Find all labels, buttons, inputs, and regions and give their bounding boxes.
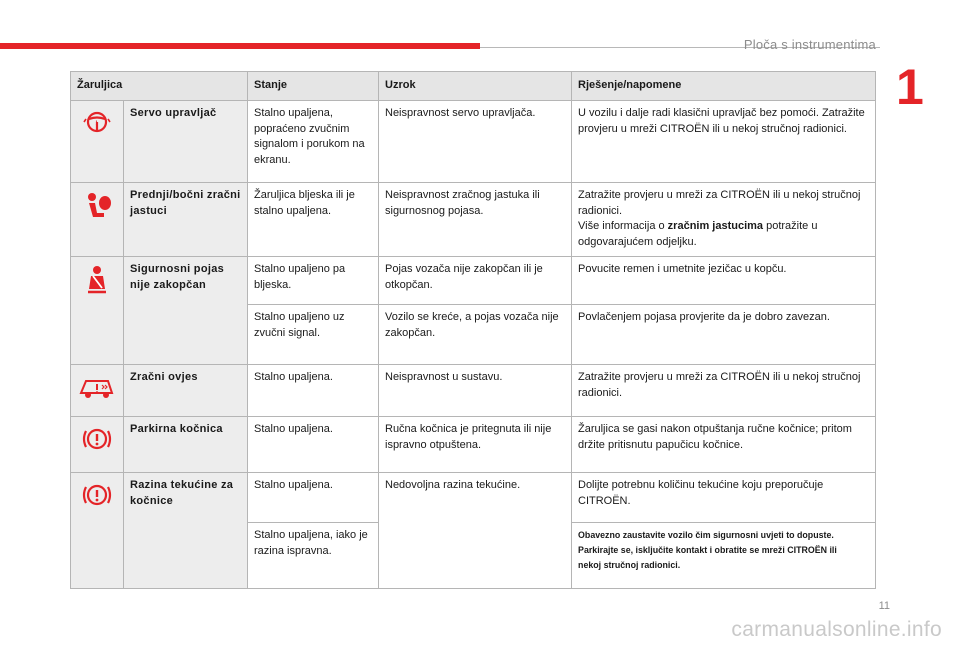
table-row	[71, 473, 876, 523]
air-suspension-icon	[78, 373, 116, 401]
chapter-number: 1	[896, 59, 924, 115]
lamp-solution: Povlačenjem pojasa provjerite da je dobro zavezan.	[572, 305, 876, 365]
table-row	[71, 257, 876, 305]
lamp-cause: Pojas vozača nije zakopčan ili je otkopčan.	[379, 257, 572, 305]
warning-lamps-table	[70, 71, 876, 589]
lamp-cause: Neispravnost zračnog jastuka ili sigurnosnog pojasa.	[379, 183, 572, 257]
page-number: 11	[878, 600, 890, 612]
table-row	[71, 417, 876, 473]
lamp-state: Stalno upaljeno uz zvučni signal.	[248, 305, 379, 365]
lamp-name: Servo upravljač	[124, 101, 248, 183]
lamp-cause: Vozilo se kreće, a pojas vozača nije zakopčan.	[379, 305, 572, 365]
lamp-state: Stalno upaljena, iako je razina ispravna.	[248, 523, 379, 589]
lamp-cause: Neispravnost servo upravljača.	[379, 101, 572, 183]
watermark-text: carmanualsonline.info	[731, 618, 942, 641]
lamp-name: Razina tekućine za kočnice	[124, 473, 248, 589]
lamp-icon-cell	[71, 417, 124, 473]
lamp-name: Zračni ovjes	[124, 365, 248, 417]
column-header-state: Stanje	[248, 72, 379, 101]
table-row	[71, 183, 876, 257]
lamp-state: Stalno upaljena, popraćeno zvučnim signalom i porukom na ekranu.	[248, 101, 379, 183]
lamp-solution: Povucite remen i umetnite jezičac u kopču.	[572, 257, 876, 305]
lamp-solution: Dolijte potrebnu količinu tekućine koju preporučuje CITROËN.	[572, 473, 876, 523]
lamp-cause: Nedovoljna razina tekućine.	[379, 473, 572, 589]
brake-fluid-icon	[81, 481, 113, 509]
column-header-solution: Rješenje/napomene	[572, 72, 876, 101]
header-accent-bar	[0, 43, 480, 49]
lamp-name: Prednji/bočni zračni jastuci	[124, 183, 248, 257]
airbag-icon	[82, 191, 112, 223]
lamp-solution-emphasis: zračnim jastucima	[667, 220, 764, 232]
lamp-icon-cell	[71, 183, 124, 257]
lamp-state: Stalno upaljena.	[248, 365, 379, 417]
page-header-title: Ploča s instrumentima	[743, 37, 876, 52]
lamp-cause: Ručna kočnica je pritegnuta ili nije ispravno otpuštena.	[379, 417, 572, 473]
table-row	[71, 101, 876, 183]
lamp-icon-cell	[71, 365, 124, 417]
column-header-lamp: Žaruljica	[71, 72, 248, 101]
lamp-solution-text: Više informacija o	[578, 220, 668, 232]
lamp-state: Stalno upaljena.	[248, 473, 379, 523]
lamp-solution-line: Zatražite provjeru u mreži za CITROËN ili u nekoj stručnoj radionici.	[578, 189, 861, 217]
lamp-icon-cell	[71, 473, 124, 589]
column-header-cause: Uzrok	[379, 72, 572, 101]
lamp-name: Parkirna kočnica	[124, 417, 248, 473]
lamp-solution-warning: Obavezno zaustavite vozilo čim sigurnosni uvjeti to dopuste. Parkirajte se, isključite kontakt i obratite se mreži CITROËN ili nekoj stručnoj radionici.	[572, 523, 855, 589]
lamp-state: Stalno upaljeno pa bljeska.	[248, 257, 379, 305]
lamp-solution: U vozilu i dalje radi klasični upravljač bez pomoći. Zatražite provjeru u mreži CITROËN ili u nekoj stručnoj radionici.	[572, 101, 876, 183]
table-header-row	[71, 72, 876, 101]
lamp-solution: Zatražite provjeru u mreži za CITROËN ili u nekoj stručnoj radionici.	[572, 365, 876, 417]
parking-brake-icon	[81, 425, 113, 453]
lamp-solution-text: potražite u odgovarajućem odjeljku.	[578, 220, 818, 248]
lamp-solution-line	[578, 219, 869, 250]
seatbelt-icon	[84, 265, 110, 295]
lamp-solution	[572, 183, 876, 257]
steering-wheel-warning-icon	[81, 109, 113, 135]
svg-text:!: !	[95, 121, 98, 127]
lamp-name: Sigurnosni pojas nije zakopčan	[124, 257, 248, 365]
table-row	[71, 365, 876, 417]
lamp-cause: Neispravnost u sustavu.	[379, 365, 572, 417]
lamp-icon-cell	[71, 101, 124, 183]
lamp-icon-cell	[71, 257, 124, 365]
lamp-state: Stalno upaljena.	[248, 417, 379, 473]
lamp-state: Žaruljica bljeska ili je stalno upaljena.	[248, 183, 379, 257]
lamp-solution: Žaruljica se gasi nakon otpuštanja ručne kočnice; pritom držite pritisnutu papučicu kočnice.	[572, 417, 876, 473]
